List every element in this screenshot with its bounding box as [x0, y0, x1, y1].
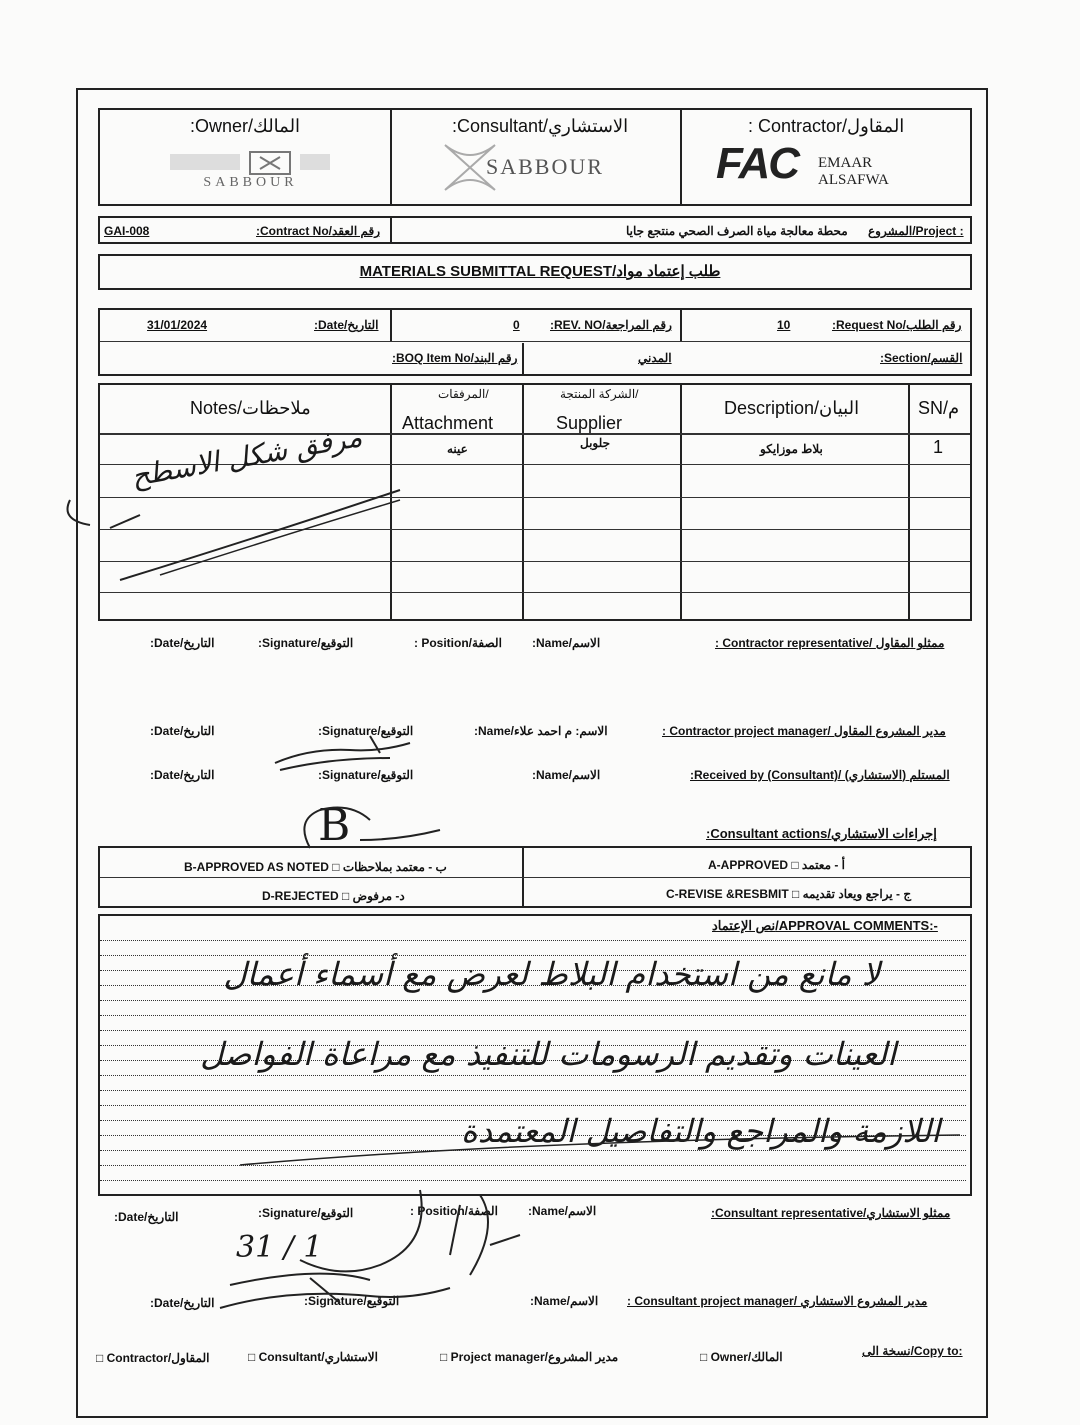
- action-b-approved-as-noted[interactable]: ب - معتمد بملاحظات □ B-APPROVED AS NOTED: [184, 860, 447, 874]
- contract-number-value: GAI-008: [104, 224, 150, 238]
- consultant-pm-signature-label: :Signature/التوقيع: [304, 1294, 400, 1308]
- consultant-rep-signature-label: :Signature/التوقيع: [258, 1206, 354, 1220]
- contractor-logo-mark: FAC: [716, 139, 798, 188]
- consultant-pm-signature: [210, 1268, 470, 1318]
- row-description: بلاط موزايكو: [760, 442, 823, 456]
- consultant-rep-name-label: :Name/الاسم: [528, 1204, 597, 1218]
- consultant-logo: [440, 140, 620, 195]
- section-label: :Section/القسم: [880, 351, 963, 365]
- row-attachment: عينه: [447, 442, 468, 456]
- col-notes: Notes/ملاحظات: [190, 398, 311, 418]
- approval-comments-title: نص الإعتماد/APPROVAL COMMENTS:-: [712, 918, 938, 933]
- copy-to-owner[interactable]: □ Owner/المالك: [700, 1350, 783, 1364]
- col-attachment-ar: المرفقات/: [438, 387, 489, 401]
- approval-comment-line-1: لا مانع من استخدام البلاط لعرض مع أسماء أعمال: [223, 955, 880, 993]
- consultant-pm-name-label: :Name/الاسم: [530, 1294, 599, 1308]
- rev-label: :REV. NO/رقم المراجعة: [550, 318, 672, 332]
- received-signature-label: :Signature/التوقيع: [318, 768, 414, 782]
- contractor-rep-name-label: :Name/الاسم: [532, 636, 601, 650]
- contractor-logo: [716, 139, 936, 191]
- contractor-rep-position-label: : Position/الصفة: [414, 636, 502, 650]
- owner-logo: [168, 150, 333, 190]
- copy-to-label: نسخة الى/Copy to:: [862, 1344, 963, 1358]
- consultant-logo-text: SABBOUR: [486, 154, 604, 179]
- contract-number-label: :Contract No/رقم العقد: [256, 224, 380, 238]
- copy-to-project-manager[interactable]: □ Project manager/مدير المشروع: [440, 1350, 619, 1364]
- row-sn: 1: [933, 437, 944, 457]
- consultant-label: :Consultant/الاستشاري: [452, 116, 629, 136]
- consultant-rep-date-label: :Date/التاريخ: [114, 1210, 179, 1224]
- action-d-rejected[interactable]: د- مرفوض □ D-REJECTED: [262, 889, 405, 903]
- owner-logo-text: SABBOUR: [203, 175, 298, 190]
- contractor-rep-label: : Contractor representative/ ممثلو المقاول: [715, 636, 945, 650]
- owner-label: :Owner/المالك: [190, 116, 301, 136]
- consultant-actions-title: :Consultant actions/إجراءات الاستشاري: [706, 826, 937, 841]
- col-sn: SN/م: [918, 398, 960, 418]
- received-by-label: :Received by (Consultant)/ (الاستشاري) المستلم: [690, 768, 950, 782]
- consultant-rep-position-label: : Position/الصفة: [410, 1204, 498, 1218]
- approval-comment-line-2: العينات وتقديم الرسومات للتنفيذ مع مراعاة الفواصل: [200, 1035, 896, 1073]
- contractor-rep-date-label: :Date/التاريخ: [150, 636, 215, 650]
- received-name-label: :Name/الاسم: [532, 768, 601, 782]
- form-title: MATERIALS SUBMITTAL REQUEST/طلب إعتماد مواد: [359, 263, 721, 280]
- consultant-rep-handwritten-date: 31 / 1: [236, 1230, 323, 1265]
- approval-comment-line-3: اللازمة والمراجع والتفاصيل المعتمدة: [461, 1112, 940, 1150]
- boq-label: :BOQ Item No/رقم البند: [392, 351, 518, 365]
- consultant-pm-label: : Consultant project manager/ مدير المشروع الاستشاري: [627, 1294, 928, 1308]
- project-value: محطة معالجة مياة الصرف الصحي منتجع جايا: [626, 224, 848, 238]
- action-a-approved[interactable]: أ - معتمد □ A-APPROVED: [708, 858, 846, 872]
- contractor-pm-label: : Contractor project manager/ مدير المشروع المقاول: [662, 724, 946, 738]
- request-label: :Request No/رقم الطلب: [832, 318, 962, 332]
- project-label: المشروع/Project :: [868, 224, 964, 238]
- section-value: المدني: [638, 351, 672, 365]
- contractor-pm-name: :Name/الاسم: م احمد علاء: [474, 724, 608, 738]
- contractor-label: : Contractor/المقاول: [748, 116, 905, 136]
- copy-to-contractor[interactable]: □ Contractor/المقاول: [96, 1351, 210, 1365]
- date-value: 31/01/2024: [147, 318, 208, 332]
- row-supplier: جلوبل: [580, 436, 611, 450]
- request-value: 10: [777, 318, 791, 332]
- contractor-pm-signature-label: :Signature/التوقيع: [318, 724, 414, 738]
- row-notes-handwritten: مرفق شكل الاسطح: [128, 419, 365, 494]
- received-date-label: :Date/التاريخ: [150, 768, 215, 782]
- copy-to-consultant[interactable]: □ Consultant/الاستشاري: [248, 1350, 378, 1364]
- col-description: Description/البيان: [724, 398, 860, 418]
- col-supplier-en: Supplier: [556, 413, 623, 433]
- consultant-rep-label: :Consultant representative/ممثلو الاستشاري: [711, 1206, 951, 1220]
- contractor-rep-signature-label: :Signature/التوقيع: [258, 636, 354, 650]
- col-supplier-ar: الشركة المنتجة/: [560, 387, 639, 401]
- contractor-pm-date-label: :Date/التاريخ: [150, 724, 215, 738]
- selected-action-mark: B: [318, 800, 351, 851]
- contractor-logo-sub: EMAAR ALSAFWA: [818, 155, 889, 188]
- rev-value: 0: [513, 318, 520, 332]
- consultant-pm-date-label: :Date/التاريخ: [150, 1296, 215, 1310]
- col-attachment-en: Attachment: [402, 413, 494, 433]
- action-c-revise-resubmit[interactable]: ج - يراجع ويعاد تقديمه □ C-REVISE &RESBMIT: [666, 887, 912, 901]
- date-label: :Date/التاريخ: [314, 318, 379, 332]
